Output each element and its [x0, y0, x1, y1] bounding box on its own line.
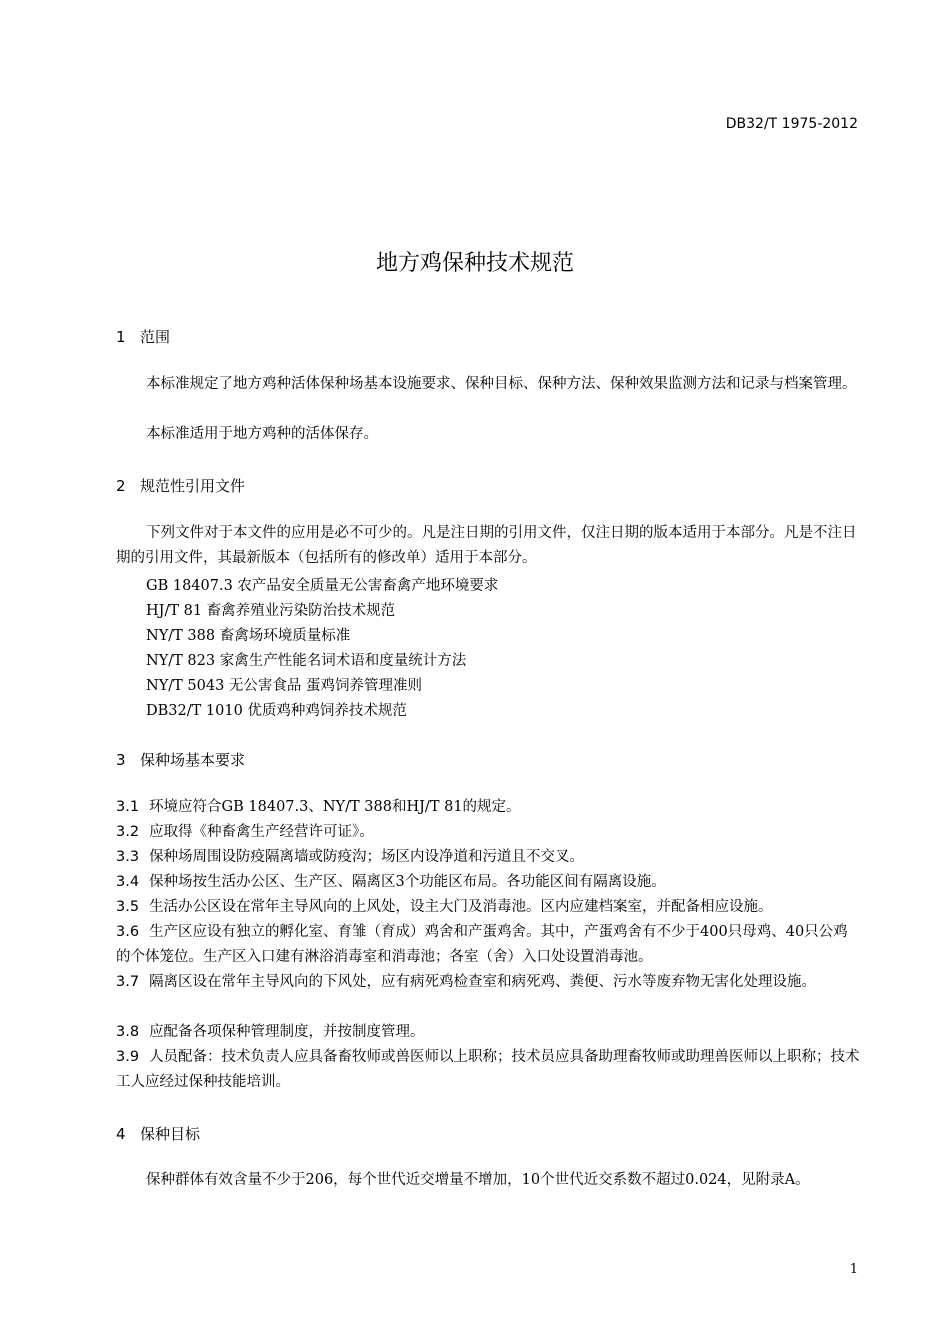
clause-3-7: [116, 970, 860, 995]
clause-3-1: [116, 795, 860, 820]
page-number: 1: [849, 1262, 858, 1277]
clause-number: 3.3: [116, 849, 140, 865]
reference-item: GB 18407.3 农产品安全质量无公害畜禽产地环境要求: [146, 578, 499, 594]
clause-3-9: [116, 1045, 860, 1095]
section-title: 保种目标: [140, 1125, 201, 1143]
clause-text: 人员配备：技术负责人应具备畜牧师或兽医师以上职称；技术员应具备助理畜牧师或助理兽医师以上职称；技术工人应经过保种技能培训。: [116, 1049, 860, 1090]
clause-text: 应配备各项保种管理制度，并按制度管理。: [149, 1024, 425, 1040]
clause-number: 3.8: [116, 1024, 140, 1040]
clause-number: 3.9: [116, 1049, 140, 1065]
reference-item: NY/T 823 家禽生产性能名词术语和度量统计方法: [146, 653, 467, 669]
clause-text: 保种场周围设防疫隔离墙或防疫沟；场区内设净道和污道且不交叉。: [149, 849, 585, 865]
clause-3-3: [116, 845, 860, 870]
clause-3-4: [116, 870, 860, 895]
clause-3-6: [116, 920, 860, 970]
section-number: 2: [116, 477, 126, 495]
clause-3-2: [116, 820, 860, 845]
section-number: 3: [116, 751, 126, 769]
standard-code: DB32/T 1975-2012: [725, 116, 858, 132]
clause-text: 环境应符合GB 18407.3、NY/T 388和HJ/T 81的规定。: [149, 799, 521, 815]
section-2-paragraph-1: 下列文件对于本文件的应用是必不可少的。凡是注日期的引用文件，仅注日期的版本适用于本部分。凡是不注日期的引用文件，其最新版本（包括所有的修改单）适用于本部分。: [116, 525, 857, 566]
clause-number: 3.4: [116, 874, 140, 890]
document-title: 地方鸡保种技术规范: [375, 251, 574, 276]
section-title: 规范性引用文件: [140, 477, 246, 495]
clause-3-5: [116, 895, 860, 920]
section-2-heading: [116, 475, 245, 496]
section-4-heading: [116, 1123, 200, 1144]
section-4-paragraph-1: 保种群体有效含量不少于206，每个世代近交增量不增加，10个世代近交系数不超过0.024，见附录A。: [146, 1172, 810, 1188]
clause-text: 隔离区设在常年主导风向的下风处，应有病死鸡检查室和病死鸡、粪便、污水等废弃物无害化处理设施。: [149, 974, 817, 990]
section-number: 4: [116, 1125, 126, 1143]
clause-number: 3.5: [116, 899, 140, 915]
clause-number: 3.1: [116, 799, 140, 815]
clause-text: 保种场按生活办公区、生产区、隔离区3个功能区布局。各功能区间有隔离设施。: [149, 874, 666, 890]
reference-item: DB32/T 1010 优质鸡种鸡饲养技术规范: [146, 703, 407, 719]
section-3-heading: [116, 749, 245, 770]
clause-number: 3.2: [116, 824, 140, 840]
section-1-heading: [116, 326, 170, 347]
section-1-paragraph-1: 本标准规定了地方鸡种活体保种场基本设施要求、保种目标、保种方法、保种效果监测方法和记录与档案管理。: [146, 376, 857, 392]
clause-text: 生产区应设有独立的孵化室、育雏（育成）鸡舍和产蛋鸡舍。其中，产蛋鸡舍有不少于400只母鸡、40只公鸡的个体笼位。生产区入口建有淋浴消毒室和消毒池；各室（舍）入口处设置消毒池。: [116, 924, 848, 965]
clause-text: 生活办公区设在常年主导风向的上风处，设主大门及消毒池。区内应建档案室，并配备相应设施。: [149, 899, 773, 915]
section-1-paragraph-2: 本标准适用于地方鸡种的活体保存。: [146, 426, 378, 442]
section-title: 范围: [140, 328, 171, 346]
clause-number: 3.6: [116, 924, 140, 940]
reference-item: HJ/T 81 畜禽养殖业污染防治技术规范: [146, 603, 396, 619]
reference-item: NY/T 5043 无公害食品 蛋鸡饲养管理准则: [146, 678, 423, 694]
clause-3-8: [116, 1020, 860, 1045]
section-title: 保种场基本要求: [140, 751, 246, 769]
section-number: 1: [116, 328, 126, 346]
clause-text: 应取得《种畜禽生产经营许可证》。: [149, 824, 374, 840]
clause-number: 3.7: [116, 974, 140, 990]
reference-item: NY/T 388 畜禽场环境质量标准: [146, 628, 351, 644]
